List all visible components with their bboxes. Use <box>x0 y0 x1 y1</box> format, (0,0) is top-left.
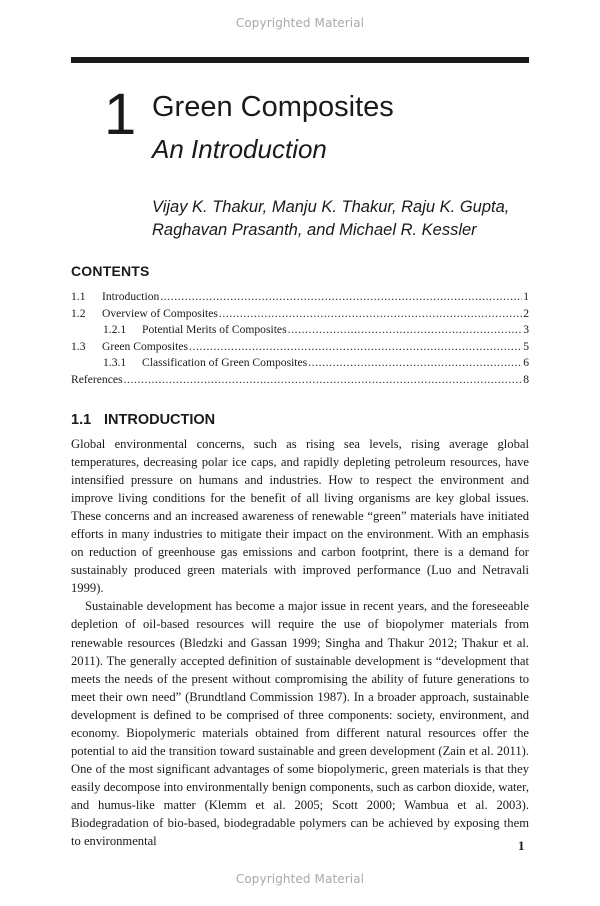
authors-line-1: Vijay K. Thakur, Manju K. Thakur, Raju K. Gupta, <box>152 198 510 216</box>
toc-entry-title: References <box>71 372 123 386</box>
toc-entry-number: 1.3.1 <box>103 356 127 369</box>
toc-entry[interactable] <box>71 322 529 339</box>
toc-entry[interactable] <box>71 339 529 356</box>
section-body <box>71 435 529 850</box>
toc-entry-references[interactable] <box>71 372 529 389</box>
toc-leader-dots <box>189 339 522 356</box>
chapter-title: Green Composites <box>152 91 394 123</box>
toc-leader-dots <box>160 289 522 306</box>
toc-leader-dots <box>124 372 523 389</box>
page-number: 1 <box>518 838 525 853</box>
toc-entry-title: Classification of Green Composites <box>142 356 308 369</box>
toc-leader-dots <box>308 355 522 372</box>
toc-entry-page: 5 <box>523 339 529 353</box>
body-paragraph: Sustainable development has become a major issue in recent years, and the foreseeable depletion of oil-based resources will require the use of biopolymer materials from renewable resources (Bledzki and Gassan 1999; Singha and Thakur 2012; Thakur et al. 2011). The generally accepted definition of sustainable development is “development that meets the needs of the present without compromising the ability of future generations to meet their own need” (Brundtland Commission 1987). In a broader approach, sustainable development is defined to be comprised of three components: society, environment, and economy. Biopolymeric materials obtained from different natural resources offer the potential to aid the transition toward sustainable and green development (Zain et al. 2011). One of the most significant advantages of some biopolymeric, green materials is that they easily decompose into environmentally benign components, such as carbon dioxide, water, and humus-like matter (Klemm et al. 2005; Scott 2000; Wambua et al. 2003). Biodegradation of bio-based, biodegradable polymers can be achieved by exposing them to environmental <box>71 599 529 849</box>
toc-entry-title: Green Composites <box>102 339 188 353</box>
toc-entry[interactable] <box>71 289 529 306</box>
toc-entry-title: Potential Merits of Composites <box>142 323 287 336</box>
toc-entry[interactable] <box>71 306 529 323</box>
authors-line-2: Raghavan Prasanth, and Michael R. Kessler <box>152 221 477 239</box>
watermark-bottom: Copyrighted Material <box>235 872 365 886</box>
toc-entry-page: 1 <box>523 290 529 303</box>
section-number: 1.1 <box>71 412 92 428</box>
section-heading <box>71 411 215 429</box>
toc-entry-title: Introduction <box>102 290 160 303</box>
toc-entry-page: 8 <box>523 372 529 386</box>
toc-leader-dots <box>219 306 522 323</box>
toc-entry-page: 6 <box>523 356 529 369</box>
toc-entry-title: Overview of Composites <box>102 306 218 320</box>
chapter-number: 1 <box>104 82 137 147</box>
chapter-subtitle: An Introduction <box>152 134 327 164</box>
table-of-contents <box>71 289 529 388</box>
toc-entry-number: 1.2 <box>71 306 86 320</box>
toc-entry-number: 1.3 <box>71 339 86 353</box>
chapter-top-rule <box>71 57 529 63</box>
contents-heading: CONTENTS <box>71 263 150 279</box>
toc-entry-page: 2 <box>523 306 529 320</box>
watermark-top: Copyrighted Material <box>235 16 365 30</box>
toc-entry[interactable] <box>71 355 529 372</box>
toc-entry-page: 3 <box>523 323 529 336</box>
toc-leader-dots <box>288 322 523 339</box>
body-paragraph: Global environmental concerns, such as rising sea levels, rising average global temperatures, decreasing polar ice caps, and rapidly depleting petroleum resources, have intensified pressure on humans and industries. How to respect the environment and improve living conditions for the benefit of all living organisms are key global issues. These concerns and an increased awareness of renewable “green” materials have initiated efforts in many industries to mitigate their impact on the environment. With an emphasis on reduction of greenhouse gas emissions and carbon footprint, there is a demand for sustainably produced green materials with improved performance (Luo and Netravali 1999). <box>71 437 529 596</box>
toc-entry-number: 1.2.1 <box>103 323 127 336</box>
toc-entry-number: 1.1 <box>71 290 86 303</box>
section-title: INTRODUCTION <box>104 412 216 428</box>
chapter-authors <box>152 196 532 242</box>
